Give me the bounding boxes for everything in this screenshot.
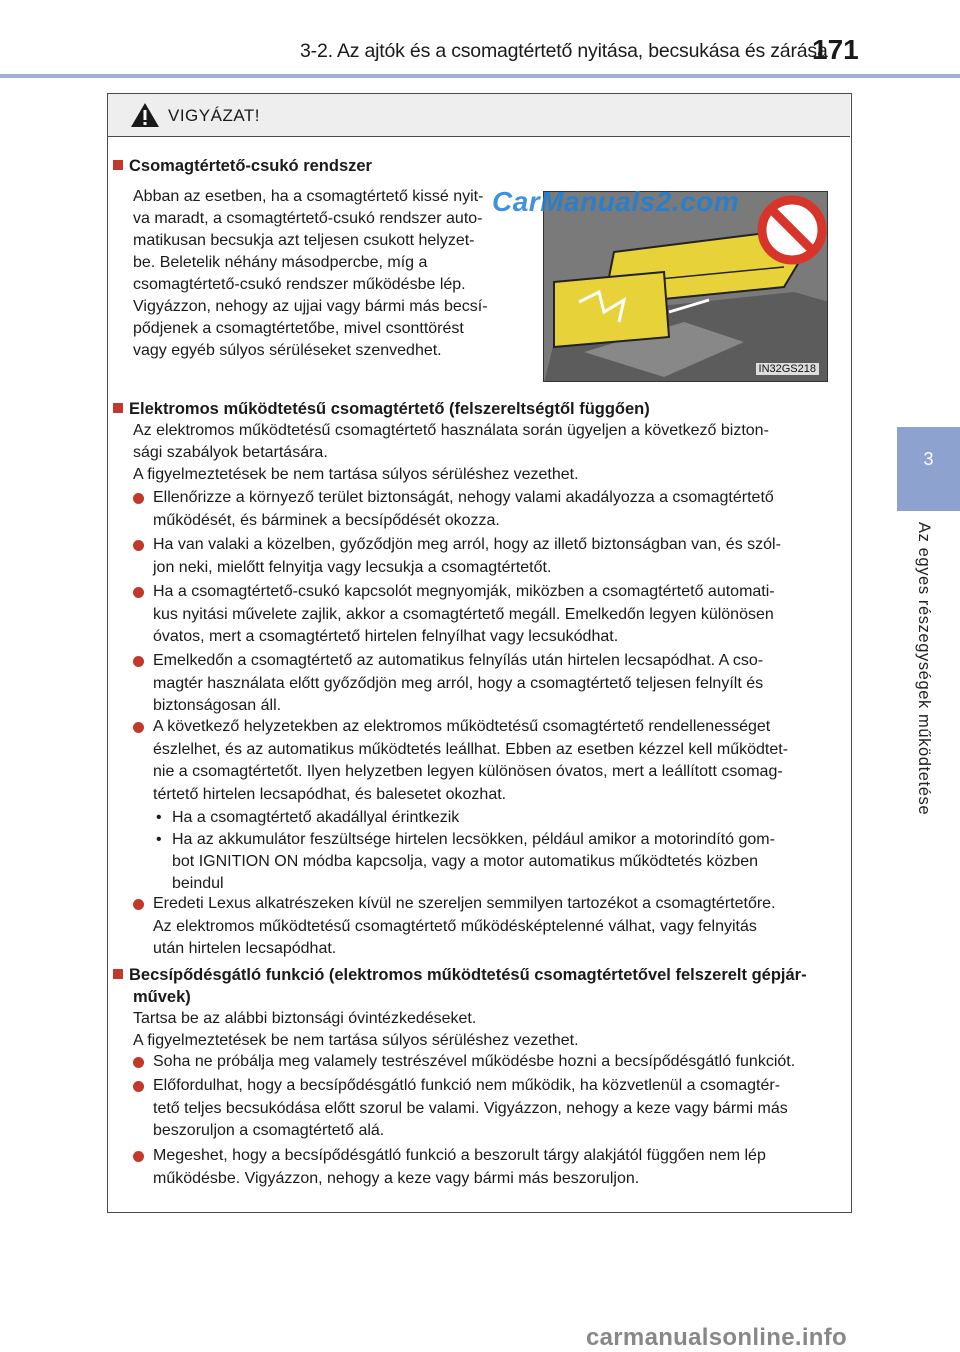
- illustration-code: IN32GS218: [756, 363, 819, 375]
- section-power-trunk-intro: Az elektromos működtetésű csomagtértető használata során ügyeljen a következő bizton- sági szabályok betartására. A figyelmeztetések be nem tartása súlyos sérüléshez vezethet.: [133, 422, 769, 483]
- watermark-top: CarManuals2.com: [492, 186, 740, 217]
- chapter-tab[interactable]: [897, 427, 960, 511]
- chapter-tab-label: Az egyes részegységek működtetése: [915, 522, 933, 816]
- square-bullet-icon: [113, 403, 123, 413]
- watermark-bottom: carmanualsonline.info: [586, 1324, 848, 1351]
- circle-bullet-icon: [133, 722, 144, 733]
- circle-bullet-icon: [133, 587, 144, 598]
- section-title-anti-pinch: Becsípődésgátló funkció (elektromos működtetésű csomagtértetővel felszerelt gépjár- művek): [113, 964, 843, 1008]
- warning-label: VIGYÁZAT!: [168, 106, 261, 125]
- page-number: 171: [812, 34, 859, 65]
- list-item: Ellenőrizze a környező terület biztonságát, nehogy valami akadályozza a csomagtértető működését, és bárminek a becsípődését okozza.: [153, 487, 843, 532]
- circle-bullet-icon: [133, 899, 144, 910]
- circle-bullet-icon: [133, 1151, 144, 1162]
- list-item: A következő helyzetekben az elektromos működtetésű csomagtértető rendellenességet észlelhet, és az automatikus működtetés leállhat. Ebben az esetben kézzel kell működtet- nie a csomagtértetőt. Ilyen helyzetben legyen különösen óvatos, mert a leállított csomag- tértető hirtelen lecsapódhat, és balesetet okozhat.: [153, 716, 843, 806]
- warning-triangle-icon: [130, 102, 160, 128]
- list-item: Eredeti Lexus alkatrészeken kívül ne szereljen semmilyen tartozékot a csomagtértetőre. Az elektromos működtetésű csomagtértető működésképtelenné válhat, vagy felnyitás után hirtelen lecsapódhat.: [153, 893, 843, 961]
- circle-bullet-icon: [133, 1057, 144, 1068]
- list-item: Ha a csomagtértető-csukó kapcsolót megnyomják, miközben a csomagtértető automati- kus nyitási művelete zajlik, akkor a csomagtértető megáll. Emelkedőn legyen különösen óvatos, mert a csomagtértető hirtelen felnyílhat vagy lecsukódhat.: [153, 581, 843, 649]
- section-anti-pinch-intro: Tartsa be az alábbi biztonsági óvintézkedéseket. A figyelmeztetések be nem tartása súlyos sérüléshez vezethet.: [133, 1010, 579, 1049]
- section-trunk-closer-text: Abban az esetben, ha a csomagtértető kissé nyit- va maradt, a csomagtértető-csukó rendszer auto- matikusan becsukja azt teljesen csukott helyzet- be. Beletelik néhány másodpercbe, míg a csomagtértető-csukó rendszer működésbe lép. Vigyázzon, nehogy az ujjai vagy bármi más becsí- pődjenek a csomagtértetőbe, mivel csonttörést vagy egyéb súlyos sérüléseket szenvedhet.: [133, 188, 488, 359]
- list-item: Megeshet, hogy a becsípődésgátló funkció a beszorult tárgy alakjától függően nem lép működésbe. Vigyázzon, nehogy a keze vagy bármi más beszoruljon.: [153, 1145, 843, 1190]
- list-item: Emelkedőn a csomagtértető az automatikus felnyílás után hirtelen lecsapódhat. A cso- magtér használata előtt győződjön meg arról, hogy a csomagtértető teljesen felnyílt és biztonságosan áll.: [153, 650, 843, 718]
- header-rule: [0, 74, 960, 78]
- circle-bullet-icon: [133, 656, 144, 667]
- section-title-trunk-closer: Csomagtértető-csukó rendszer: [113, 155, 372, 177]
- list-item: Ha van valaki a közelben, győződjön meg arról, hogy az illető biztonságban van, és szól- jon neki, mielőtt felnyitja vagy lecsukja a csomagtértetőt.: [153, 534, 843, 579]
- trunk-pinch-warning-icon: [544, 192, 828, 382]
- list-item: Soha ne próbálja meg valamely testrészével működésbe hozni a becsípődésgátló funkciót.: [153, 1051, 843, 1074]
- circle-bullet-icon: [133, 540, 144, 551]
- section-title-power-trunk: Elektromos működtetésű csomagtértető (felszereltségtől függően): [113, 398, 650, 420]
- list-item: • Ha az akkumulátor feszültsége hirtelen lecsökken, például amikor a motorindító gom- bot IGNITION ON módba kapcsolja, vagy a motor automatikus működtetés közben beindul: [156, 831, 775, 892]
- warning-header: [108, 94, 850, 137]
- square-bullet-icon: [113, 969, 123, 979]
- list-item: Előfordulhat, hogy a becsípődésgátló funkció nem működik, ha közvetlenül a csomagtér- tető teljes becsukódása előtt szorul be valami. Vigyázzon, nehogy a keze vagy bármi más beszoruljon a csomagtértető alá.: [153, 1075, 843, 1143]
- circle-bullet-icon: [133, 1081, 144, 1092]
- trunk-closer-illustration: [543, 191, 828, 382]
- chapter-number: 3: [923, 449, 934, 469]
- list-item: • Ha a csomagtértető akadállyal érintkezik: [156, 809, 460, 826]
- running-header-title: 3-2. Az ajtók és a csomagtértető nyitása, becsukása és zárása: [300, 40, 828, 62]
- square-bullet-icon: [113, 160, 123, 170]
- circle-bullet-icon: [133, 493, 144, 504]
